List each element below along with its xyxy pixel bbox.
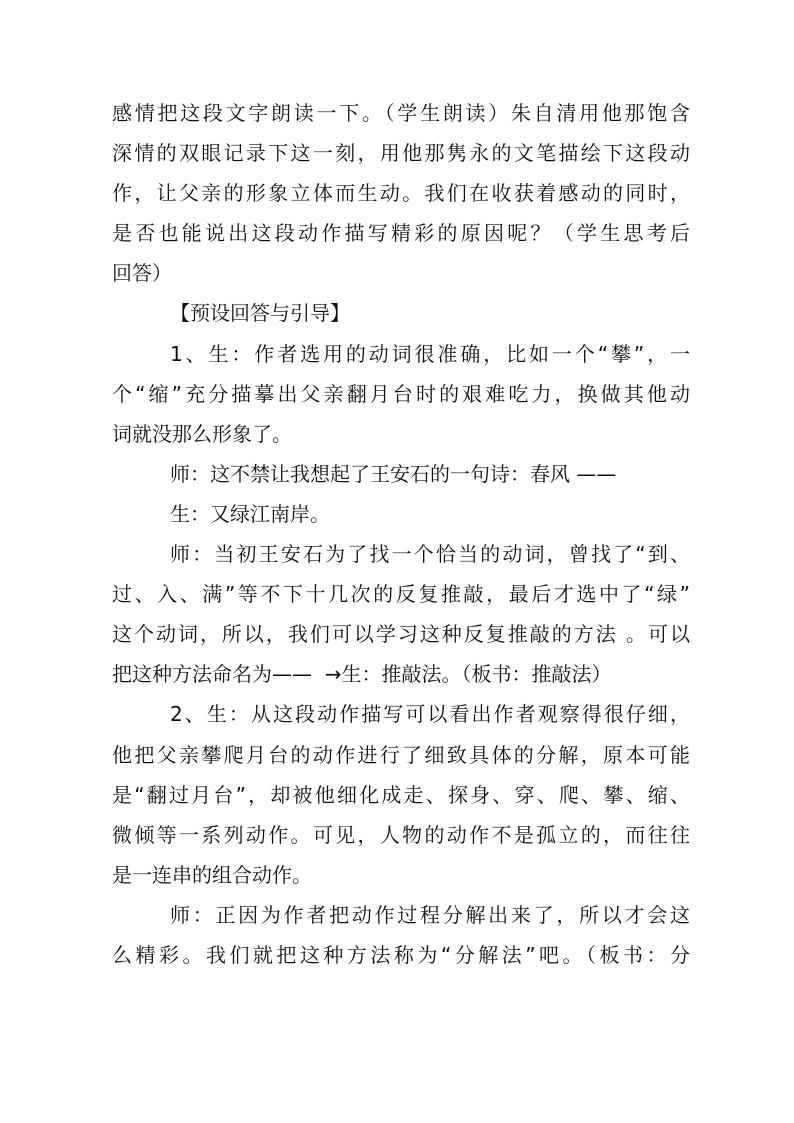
paragraph-line: 感情把这段文字朗读一下。（学生朗读）朱自清用他那饱含 xyxy=(112,101,690,125)
paragraph-line: 生：又绿江南岸。 xyxy=(170,501,330,526)
paragraph-line: 深情的双眼记录下这一刻，用他那隽永的文笔描绘下这段动 xyxy=(112,141,690,166)
paragraph-line: 是否也能说出这段动作描写精彩的原因呢？（学生思考后 xyxy=(112,221,690,246)
paragraph-line: 词就没那么形象了。 xyxy=(112,421,292,446)
paragraph-line: 把这种方法命名为—— →生：推敲法。（板书：推敲法） xyxy=(112,662,612,687)
paragraph-line: 2、生：从这段动作描写可以看出作者观察得很仔细， xyxy=(170,702,690,727)
paragraph-line: 微倾等一系列动作。可见，人物的动作不是孤立的，而往往 xyxy=(112,822,690,847)
paragraph-line: 回答） xyxy=(112,261,172,286)
paragraph-line: 个“缩”充分描摹出父亲翻月台时的艰难吃力，换做其他动 xyxy=(112,381,690,406)
paragraph-line: 师：这不禁让我想起了王安石的一句诗：春风 —— xyxy=(170,461,617,486)
document-body xyxy=(112,93,690,975)
paragraph-line: 师：当初王安石为了找一个恰当的动词，曾找了“到、 xyxy=(170,542,690,567)
paragraph-line: 么精彩。我们就把这种方法称为“分解法”吧。（板书：分 xyxy=(112,942,690,967)
paragraph-line: 师：正因为作者把动作过程分解出来了，所以才会这 xyxy=(170,902,690,927)
paragraph-line: 作，让父亲的形象立体而生动。我们在收获着感动的同时， xyxy=(112,181,690,206)
paragraph-line: 是“翻过月台”，却被他细化成走、探身、穿、爬、攀、缩、 xyxy=(112,782,690,807)
paragraph-line: 过、入、满”等不下十几次的反复推敲，最后才选中了“绿” xyxy=(112,582,690,607)
paragraph-line: 他把父亲攀爬月台的动作进行了细致具体的分解，原本可能 xyxy=(112,742,690,767)
section-heading: 【预设回答与引导】 xyxy=(170,301,350,326)
paragraph-line: 1、生：作者选用的动词很准确，比如一个“攀”，一 xyxy=(170,341,690,366)
paragraph-line: 是一连串的组合动作。 xyxy=(112,862,312,887)
paragraph-line: 这个动词，所以，我们可以学习这种反复推敲的方法 。可以 xyxy=(112,622,690,647)
